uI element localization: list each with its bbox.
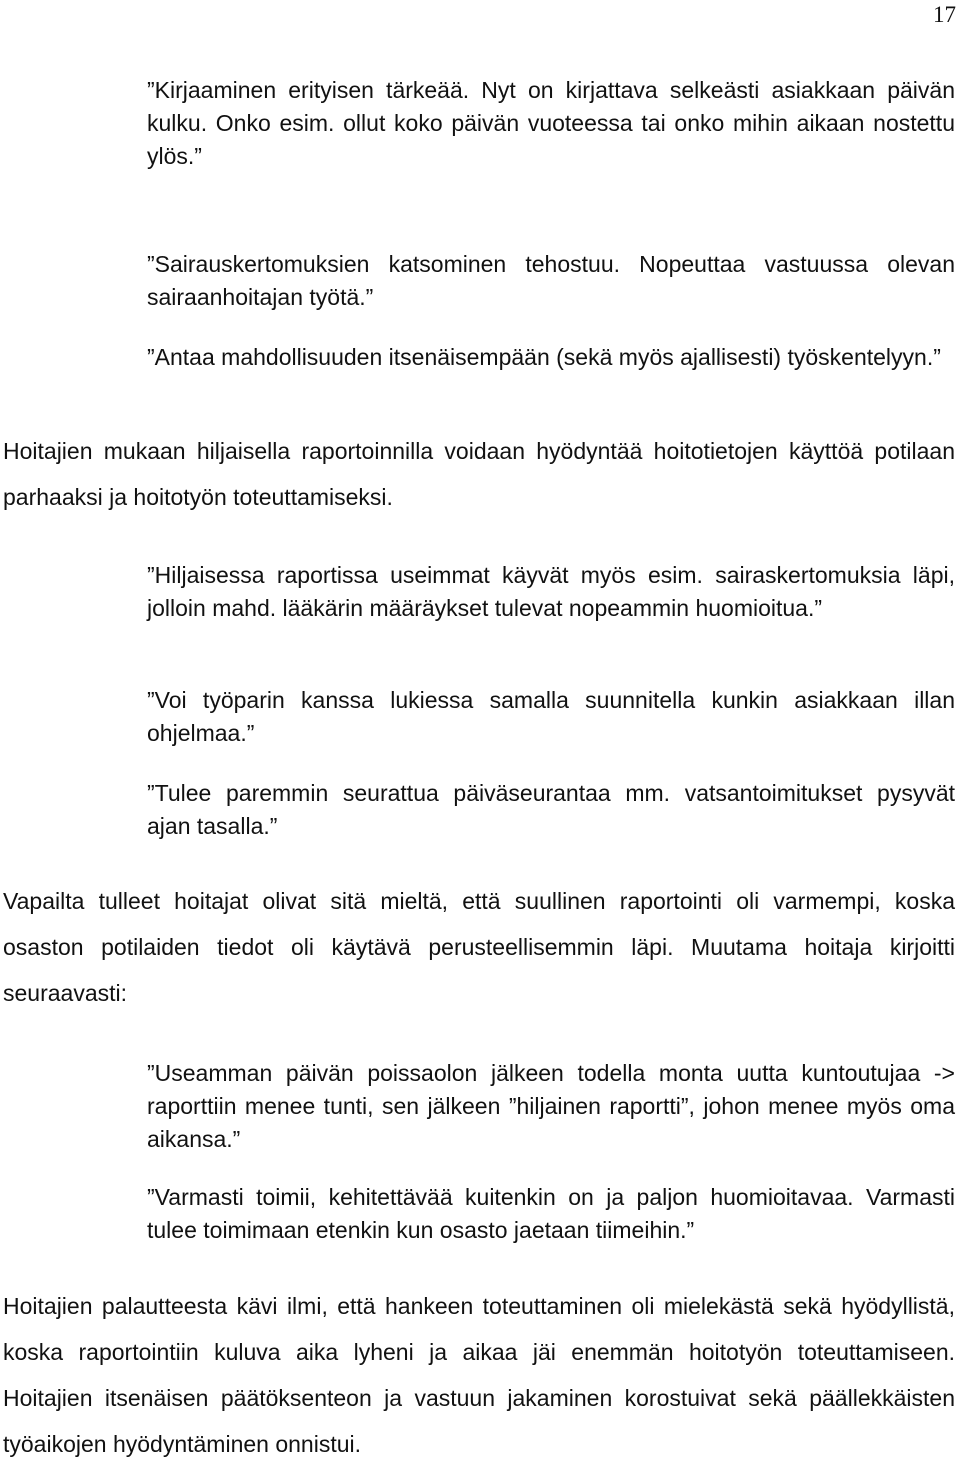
- page-number: 17: [933, 2, 956, 27]
- quote-paragraph-4: ”Hiljaisessa raportissa useimmat käyvät myös esim. sairaskertomuksia läpi, jolloin mahd. lääkärin määräykset tulevat nopeammin huomioitua.”: [147, 562, 955, 621]
- quote-paragraph-1: ”Kirjaaminen erityisen tärkeää. Nyt on kirjattava selkeästi asiakkaan päivän kulku. Onko esim. ollut koko päivän vuoteessa tai onko mihin aikaan nostettu ylös.”: [147, 77, 955, 169]
- body-paragraph-3: Hoitajien palautteesta kävi ilmi, että hankeen toteuttaminen oli mielekästä sekä hyödyllistä, koska raportointiin kuluva aika lyheni ja aikaa jäi enemmän hoitotyön toteuttamiseen. Hoitajien itsenäisen päätöksenteon ja vastuun jakaminen korostuivat sekä päällekkäisten työaikojen hyödyntäminen onnistui.: [3, 1293, 955, 1457]
- body-paragraph-1: Hoitajien mukaan hiljaisella raportoinnilla voidaan hyödyntää hoitotietojen käyttöä potilaan parhaaksi ja hoitotyön toteuttamiseksi.: [3, 438, 955, 510]
- quote-paragraph-6: ”Tulee paremmin seurattua päiväseurantaa mm. vatsantoimitukset pysyvät ajan tasalla.”: [147, 780, 955, 839]
- quote-paragraph-8: ”Varmasti toimii, kehitettävää kuitenkin on ja paljon huomioitavaa. Varmasti tulee toimimaan etenkin kun osasto jaetaan tiimeihin.”: [147, 1184, 955, 1243]
- quote-paragraph-7: ”Useamman päivän poissaolon jälkeen todella monta uutta kuntoutujaa -> raporttiin menee tunti, sen jälkeen ”hiljainen raportti”, johon menee myös oma aikansa.”: [147, 1060, 955, 1152]
- quote-paragraph-3: ”Antaa mahdollisuuden itsenäisempään (sekä myös ajallisesti) työskentelyyn.”: [147, 344, 941, 370]
- body-paragraph-2: Vapailta tulleet hoitajat olivat sitä mieltä, että suullinen raportointi oli varmempi, koska osaston potilaiden tiedot oli käytävä perusteellisemmin läpi. Muutama hoitaja kirjoitti seuraavasti:: [3, 888, 955, 1006]
- quote-paragraph-2: ”Sairauskertomuksien katsominen tehostuu. Nopeuttaa vastuussa olevan sairaanhoitajan työtä.”: [147, 251, 955, 310]
- quote-paragraph-5: ”Voi työparin kanssa lukiessa samalla suunnitella kunkin asiakkaan illan ohjelmaa.”: [147, 687, 955, 746]
